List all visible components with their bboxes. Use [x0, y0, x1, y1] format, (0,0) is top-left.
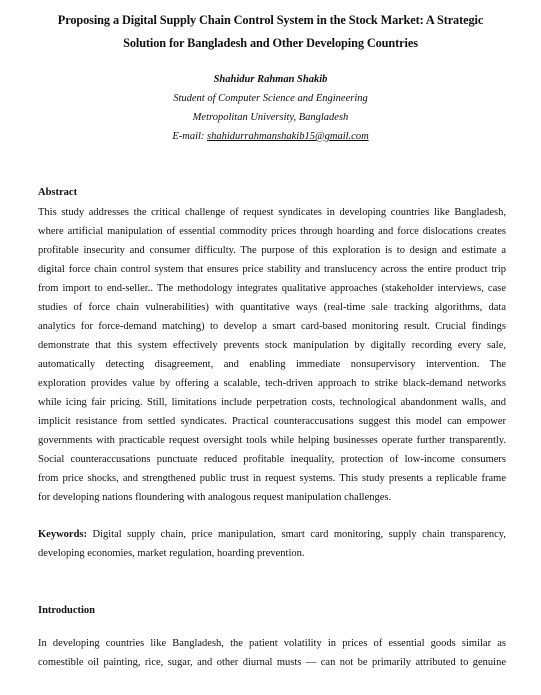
paragraph-line: where artificial manipulation of essential commodity prices through hoarding and force dislocations creates	[38, 226, 506, 237]
author-affiliation-1: Student of Computer Science and Engineering	[173, 93, 368, 104]
introduction-body	[38, 634, 506, 672]
author-email-line	[40, 127, 501, 146]
paragraph-line: automatically detecting disagreement, and enabling immediate nonsupervisory intervention. The	[38, 359, 506, 370]
title-line-1: Proposing a Digital Supply Chain Control System in the Stock Market: A Strategic	[57, 13, 484, 27]
paragraph-line: Social counteraccusations punctuate reduced profitable inequality, protection of low-income consumers	[38, 454, 506, 465]
author-block	[40, 70, 501, 146]
keywords-block	[38, 525, 506, 563]
author-name: Shahidur Rahman Shakib	[213, 74, 328, 85]
paragraph-line: from import to end-seller.. The methodology integrates qualitative approaches (stakeholder interviews, case	[38, 283, 506, 294]
keywords-label: Keywords:	[38, 529, 87, 540]
introduction-heading: Introduction	[38, 605, 95, 616]
paper-title	[30, 9, 511, 55]
keywords-text-1: Digital supply chain, price manipulation, smart card monitoring, supply chain transparency,	[87, 529, 506, 540]
paragraph-line: exploration provides value by offering a scalable, tech-driven approach to strike black-demand networks	[38, 378, 506, 389]
paragraph-line: studies of force chain vulnerabilities) with quantitative ways (real-time sale tracking algorithms, data	[38, 302, 506, 313]
author-affiliation-2: Metropolitan University, Bangladesh	[192, 112, 349, 123]
paragraph-line: while icing fair pricing. Still, limitations include perpetration costs, technological abandonment walls, and	[38, 397, 506, 408]
email-link[interactable]: shahidurrahmanshakib15@gmail.com	[207, 131, 369, 142]
abstract-body	[38, 203, 506, 507]
keywords-line-1	[38, 525, 506, 544]
paragraph-line: profitable insecurity and consumer difficulty. The purpose of this exploration is to design and estimate a	[38, 245, 506, 256]
paragraph-line: implicit resistance from settled syndicates. Practical counteraccusations suggest this model can empower	[38, 416, 506, 427]
paragraph-line: This study addresses the critical challenge of request syndicates in developing countries like Bangladesh,	[38, 207, 506, 218]
paragraph-line: governments with practicable request oversight tools while helping businesses operate further transparently.	[38, 435, 506, 446]
paragraph-line: digital force chain control system that ensures price stability and translucency across the entire product trip	[38, 264, 506, 275]
email-label: E-mail:	[172, 131, 208, 142]
abstract-heading: Abstract	[38, 187, 78, 198]
keywords-line-2: developing economies, market regulation, hoarding prevention.	[38, 548, 305, 559]
paragraph-line: for developing nations floundering with analogous request manipulation challenges.	[38, 492, 392, 503]
paragraph-line: comestible oil painting, rice, sugar, and other diurnal musts — can not be primarily attributed to genuine	[38, 657, 506, 668]
paragraph-line: In developing countries like Bangladesh, the patient volatility in prices of essential goods similar as	[38, 638, 506, 649]
title-line-2: Solution for Bangladesh and Other Developing Countries	[123, 36, 418, 50]
paragraph-line: from price shocks, and strengthened public trust in request systems. This study presents a replicable frame	[38, 473, 506, 484]
paragraph-line: demonstrate that this system effectively prevents stock manipulation by digitally recording every sale,	[38, 340, 506, 351]
paragraph-line: analytics for force-demand matching) to develop a smart card-based monitoring result. Crucial findings	[38, 321, 506, 332]
